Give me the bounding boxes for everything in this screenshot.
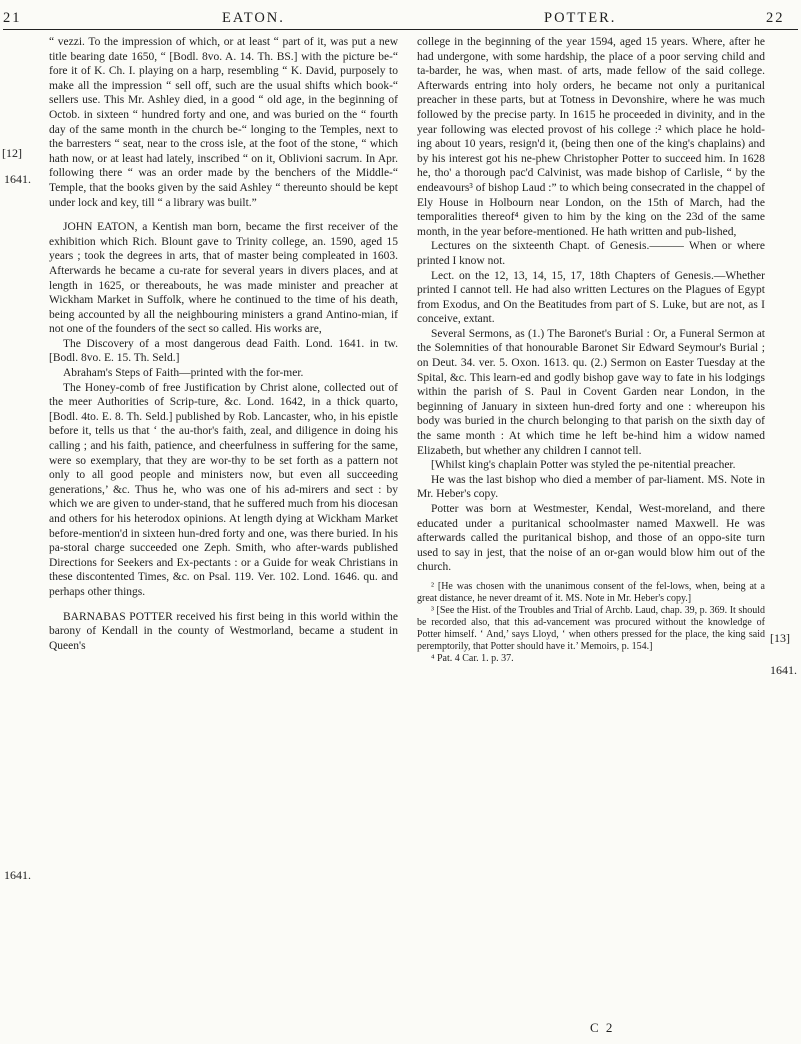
footnote-4: ⁴ Pat. 4 Car. 1. p. 37.	[431, 652, 514, 664]
left-column	[49, 35, 398, 653]
work-honey-comb: The Honey-comb of free Justification by Christ alone, collected out of the meer Authorities of Scrip-ture, &c. Lond. 1642, in a thick quarto, [Bodl. 4to. E. 8. Th. Seld.] published by Rob. Lancaster, who, in his epistle before it, tells us that ‘ the au-thor's faith, zeal, and diligence in doing his calling ; and his faith, patience, and cheerfulness in suffering for the same, were so exemplary, that they are wor-thy to be set forth as a pattern not only to all good people and ministers now, but even all succeeding generations,’ &c. Thus he, who was one of his ad-mirers and sect : by which we are given to under-stand, that he suffered much from his diocesan and others for his heterodox opinions. At length dying at Wickham Market before-mention'd in sixteen hun-dred forty and one, was there buried. In his pa-storal charge succeeded one Zeph. Smith, who after-wards published Directions for Seekers and Ex-pectants : or a Guide for weak Christians in these discontented Times, &c. on Psal. 119. Ver. 102. Lond. 1646. qu. and perhaps other things.	[49, 381, 398, 598]
work-discovery-of-dead-faith: The Discovery of a most dangerous dead Faith. Lond. 1641. in tw. [Bodl. 8vo. E. 15. Th. Seld.]	[49, 337, 398, 365]
potter-biography-cont: college in the beginning of the year 1594, aged 15 years. Where, after he had undergone, with some hardship, the place of a poor serving child and ta-barder, he was, when mast. of arts, made fellow of the said college. Afterwards entring into holy orders, he became not only a puritanical preacher in these parts, but at Totness in Devonshire, where he was much followed by the precise party. In 1615 he proceeded in divinity, and in the year following was elected provost of his college :² which place he hold-ing about 10 years, resign'd it, (being then one of the king's chaplains) and by his interest got his ne-phew Christopher Potter to succeed him. In 1628 he, tho' a thorough pac'd Calvinist, was made bishop of Carlisle, “ by the endeavours³ of bishop Laud :” to which being consecrated in the chappel of Ely House in Holbourn near London, on the 15th of March, had the temporalities thereof⁴ given to him by the king on the 23d of the same month, in the year before-mentioned. He hath written and pub-lished,	[417, 36, 765, 238]
signature-mark: C 2	[590, 1020, 615, 1035]
eaton-biography: JOHN EATON, a Kentish man born, became the first receiver of the exhibition which Rich. Blount gave to Trinity college, an. 1590, aged 15 years ; took the degrees in arts, that of master being compleated in 1603. Afterwards he became a cu-rate for several years in divers places, and at length in 1625, or thereabouts, he was made minister and preacher at Wickham Market in Suffolk, where he continued to the time of his death, being accounted by all the neighbouring ministers a grand Antino-mian, if not one of the founders of the sect so called. His works are,	[49, 221, 398, 336]
footnote-3: ³ [See the Hist. of the Troubles and Trial of Archb. Laud, chap. 39, p. 369. It should be recorded also, that this ad-vancement was procured without the knowledge of Potter himself. ‘ And,’ says Lloyd, ‘ when others pressed for the place, the king said peremptorily, that Potter should have it.’ Memoirs, p. 154.]	[417, 604, 765, 652]
running-header	[0, 4, 801, 30]
header-rule	[3, 29, 798, 30]
work-sermons: Several Sermons, as (1.) The Baronet's Burial : Or, a Funeral Sermon at the Solemnities of that honourable Baronet Sir Edward Seymour's Burial ; on Deut. 34. ver. 5. Oxon. 1613. qu. (2.) Sermon on Easter Tuesday at the Spital, &c. This learn-ed and godly bishop gave way to fate in his lodgings within the parish of S. Paul in Covent Garden near London, in the beginning of January in sixteen hun-dred forty and one : whereupon his body was buried in the church belonging to that parish on the sixth day of the same month : At which time he left be-hind him a widow named Elizabeth, but whether any children I cannot tell.	[417, 327, 765, 457]
page-number-right: 22	[766, 10, 785, 26]
margin-bracket-12: [12]	[2, 146, 22, 160]
potter-biography-start: BARNABAS POTTER received his first being in this world within the barony of Kendall in the county of Westmorland, became a student in Queen's	[49, 610, 398, 652]
margin-date-1641-lower: 1641.	[4, 868, 31, 882]
note-westmester: Potter was born at Westmester, Kendal, West-moreland, and there educated under a puritanical schoolmaster named Maxwell. He was afterwards called the puritanical bishop, and those of an oppo-site turn used to say in jest, that the noise of an or-gan would blow him out of the church.	[417, 503, 765, 574]
right-column	[417, 35, 765, 665]
ashley-quotation: “ vezzi. To the impression of which, or at least “ part of it, was put a new title bearing date 1650, “ [Bodl. 8vo. A. 14. Th. BS.] with the picture be-“ fore it of K. Ch. I. playing on a harp, resembling “ K. David, purposely to make all the impression “ sell off, such are the usual shifts which book-“ sellers use. This Mr. Ashley died, in a good “ old age, in the beginning of Octob. in sixteen “ hundred forty and one, and was buried on the “ fourth day of the same month in the church be-“ longing to the Temples, next to the barresters “ seat, near to the cross isle, at the foot of the stone, “ which hath now, or at least had lately, inscribed “ on it, Oblivioni sacrum. In Apr. following there “ was an order made by the benchers of the Middle-“ Temple, that the books given by the said Ashley “ thereunto should be kept under lock and key, till “ a library was built.”	[49, 36, 398, 209]
footnote-2: ² [He was chosen with the unanimous consent of the fel-lows, when, being at a great distance, he never dreamt of it. MS. Note in Mr. Heber's copy.]	[417, 580, 765, 604]
header-eaton: EATON.	[222, 10, 285, 26]
header-potter: POTTER.	[544, 10, 617, 26]
margin-date-1641: 1641.	[4, 172, 31, 186]
note-last-bishop: He was the last bishop who died a member of par-liament. MS. Note in Mr. Heber's copy.	[417, 473, 765, 501]
margin-bracket-13: [13]	[770, 631, 790, 645]
work-lectures-sixteenth: Lectures on the sixteenth Chapt. of Genesis.——— When or where printed I know not.	[417, 240, 765, 267]
page-number-left: 21	[3, 10, 22, 26]
margin-date-1641-right: 1641.	[770, 663, 797, 677]
work-abrahams-steps: Abraham's Steps of Faith—printed with the for-mer.	[63, 367, 304, 380]
work-lectures-genesis: Lect. on the 12, 13, 14, 15, 17, 18th Chapters of Genesis.—Whether printed I cannot tell. He had also written Lectures on the Plagues of Egypt from Exodus, and On the Beatitudes from part of S. Luke, but are not, as I conceive, extant.	[417, 269, 765, 326]
note-penitential-preacher: [Whilst king's chaplain Potter was styled the pe-nitential preacher.	[431, 459, 736, 472]
